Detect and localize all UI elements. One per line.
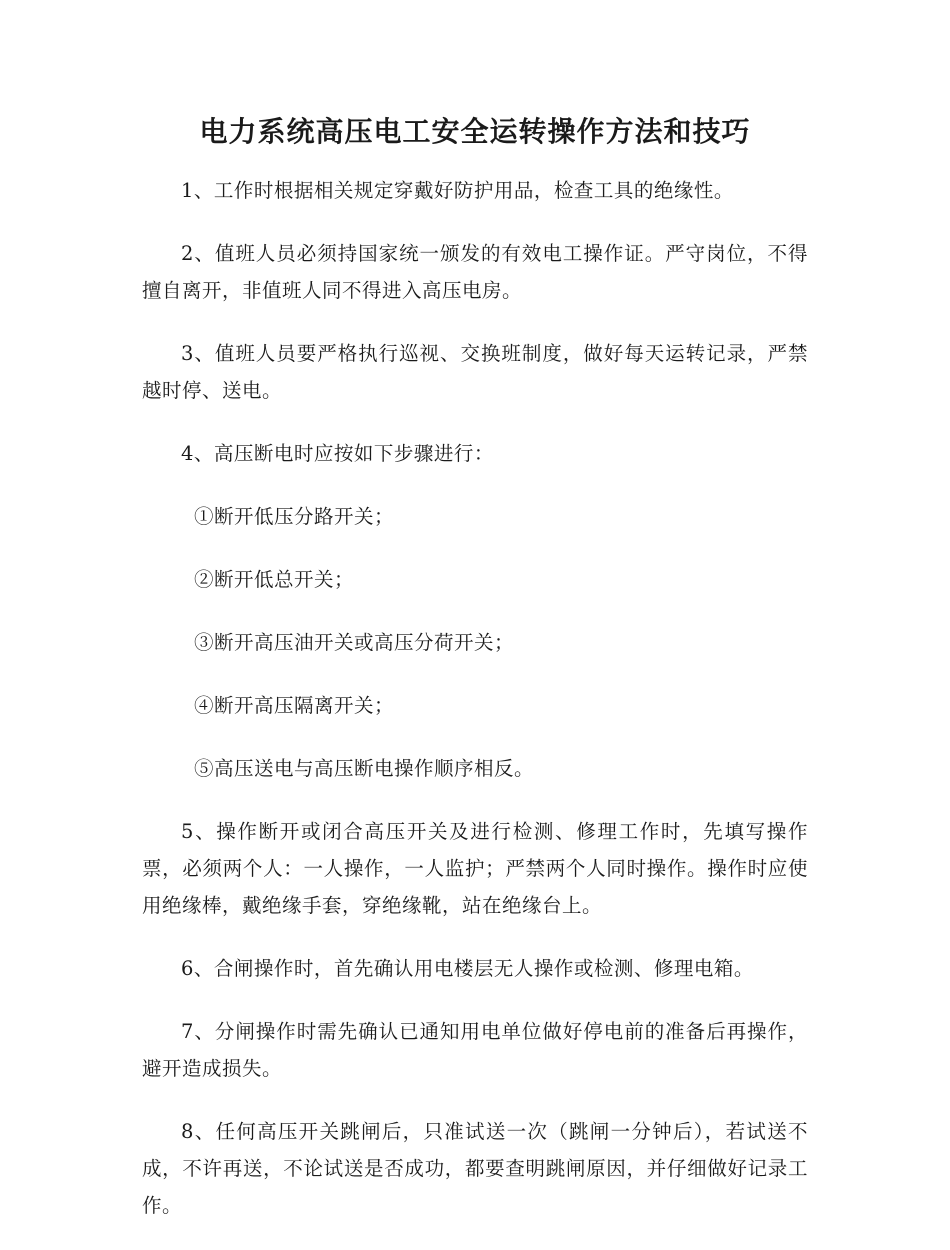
document-page	[142, 112, 808, 1250]
paragraph-6: 6、合闸操作时，首先确认用电楼层无人操作或检测、修理电箱。	[181, 957, 754, 980]
step-1: ①断开低压分路开关；	[194, 505, 395, 528]
step-4: ④断开高压隔离开关；	[194, 694, 395, 717]
document-title: 电力系统高压电工安全运转操作方法和技巧	[199, 115, 751, 148]
step-2: ②断开低总开关；	[194, 568, 355, 591]
paragraph-7: 7、分闸操作时需先确认已通知用电单位做好停电前的准备后再操作，避开造成损失。	[142, 1020, 808, 1080]
paragraph-2: 2、值班人员必须持国家统一颁发的有效电工操作证。严守岗位，不得擅自离开，非值班人同不得进入高压电房。	[142, 242, 808, 302]
paragraph-4: 4、高压断电时应按如下步骤进行：	[181, 442, 494, 465]
step-3: ③断开高压油开关或高压分荷开关；	[194, 631, 515, 654]
paragraph-5: 5、操作断开或闭合高压开关及进行检测、修理工作时，先填写操作票，必须两个人：一人操作，一人监护；严禁两个人同时操作。操作时应使用绝缘棒，戴绝缘手套，穿绝缘靴，站在绝缘台上。	[142, 820, 808, 917]
paragraph-8: 8、任何高压开关跳闸后，只准试送一次（跳闸一分钟后），若试送不成，不许再送，不论试送是否成功，都要查明跳闸原因，并仔细做好记录工作。	[142, 1120, 808, 1217]
paragraph-3: 3、值班人员要严格执行巡视、交换班制度，做好每天运转记录，严禁越时停、送电。	[142, 342, 808, 402]
paragraph-1: 1、工作时根据相关规定穿戴好防护用品，检查工具的绝缘性。	[181, 179, 734, 202]
step-5: ⑤高压送电与高压断电操作顺序相反。	[194, 757, 535, 780]
